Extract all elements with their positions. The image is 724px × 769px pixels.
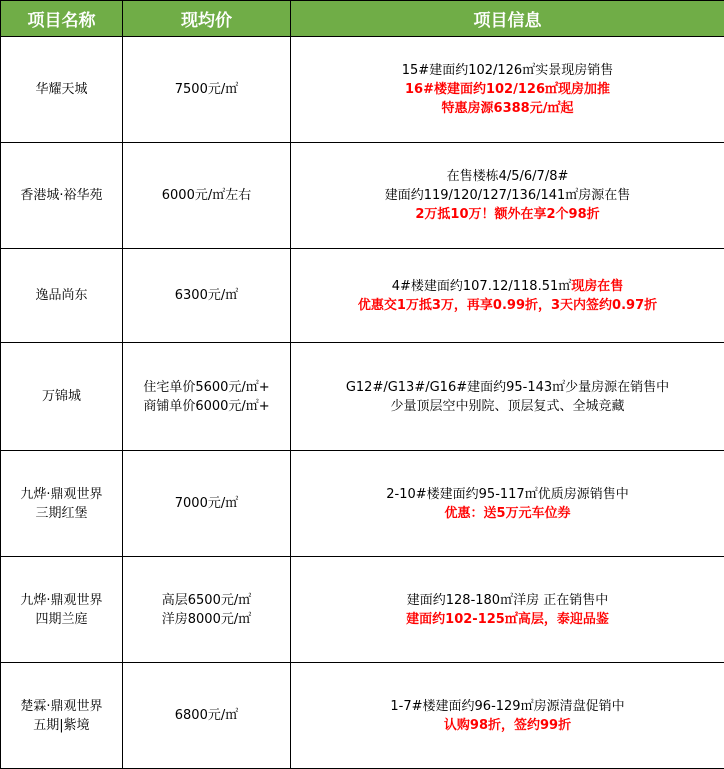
info-cell [291,343,724,451]
price-text: 洋房8000元/㎡ [127,610,286,629]
price-cell [123,249,291,343]
price-text: 住宅单价5600元/㎡+ [127,378,286,397]
table-row [1,143,724,249]
info-highlight-line: 16#楼建面约102/126㎡现房加推 [295,80,720,99]
info-line: 在售楼栋4/5/6/7/8# [295,167,720,186]
project-name-cell [1,143,123,249]
info-segment: 现房在售 [571,279,623,294]
header-row [1,1,724,37]
table-row [1,451,724,557]
info-cell [291,143,724,249]
table-row [1,249,724,343]
project-name-cell [1,663,123,769]
info-line: 建面约128-180㎡洋房 正在销售中 [295,591,720,610]
project-name-cell [1,37,123,143]
project-name: 万锦城 [5,387,118,406]
info-line: 建面约119/120/127/136/141㎡房源在售 [295,186,720,205]
project-name-cell [1,249,123,343]
header-project-name: 项目名称 [1,1,123,37]
price-text: 商铺单价6000元/㎡+ [127,397,286,416]
info-line: 15#建面约102/126㎡实景现房销售 [295,61,720,80]
info-line [295,277,720,296]
info-line: 1-7#楼建面约96-129㎡房源清盘促销中 [295,697,720,716]
table-body [1,37,724,769]
project-name-cell [1,557,123,663]
info-highlight-line: 2万抵10万！额外在享2个98折 [295,205,720,224]
info-cell [291,249,724,343]
price-cell [123,557,291,663]
info-highlight-line: 特惠房源6388元/㎡起 [295,99,720,118]
header-project-info: 项目信息 [291,1,724,37]
project-name-cell [1,343,123,451]
project-name: 三期红堡 [5,504,118,523]
project-name: 华耀天城 [5,80,118,99]
info-cell [291,663,724,769]
price-cell [123,37,291,143]
header-average-price: 现均价 [123,1,291,37]
price-cell [123,663,291,769]
price-text: 7000元/㎡ [127,494,286,513]
project-name: 香港城·裕华苑 [5,186,118,205]
table-row [1,557,724,663]
project-name: 九烨·鼎观世界 [5,485,118,504]
info-line: G12#/G13#/G16#建面约95-143㎡少量房源在销售中 [295,378,720,397]
info-segment: 4#楼建面约107.12/118.51㎡ [392,279,572,294]
project-name: 五期|紫境 [5,716,118,735]
price-cell [123,451,291,557]
price-text: 高层6500元/㎡ [127,591,286,610]
price-text: 6000元/㎡左右 [127,186,286,205]
info-cell [291,37,724,143]
price-cell [123,143,291,249]
info-cell [291,451,724,557]
project-name: 四期兰庭 [5,610,118,629]
info-highlight-line: 建面约102-125㎡高层，泰迎品鉴 [295,610,720,629]
price-text: 6800元/㎡ [127,706,286,725]
price-text: 6300元/㎡ [127,286,286,305]
info-highlight-line: 认购98折，签约99折 [295,716,720,735]
price-text: 7500元/㎡ [127,80,286,99]
project-name: 九烨·鼎观世界 [5,591,118,610]
info-highlight-line: 优惠交1万抵3万，再享0.99折，3天内签约0.97折 [295,296,720,315]
project-name-cell [1,451,123,557]
project-name: 楚霖·鼎观世界 [5,697,118,716]
table-row [1,37,724,143]
info-highlight-line: 优惠：送5万元车位券 [295,504,720,523]
price-cell [123,343,291,451]
info-line: 少量顶层空中别院、顶层复式、全城竞藏 [295,397,720,416]
table-row [1,343,724,451]
info-cell [291,557,724,663]
project-name: 逸品尚东 [5,286,118,305]
table-row [1,663,724,769]
info-line: 2-10#楼建面约95-117㎡优质房源销售中 [295,485,720,504]
